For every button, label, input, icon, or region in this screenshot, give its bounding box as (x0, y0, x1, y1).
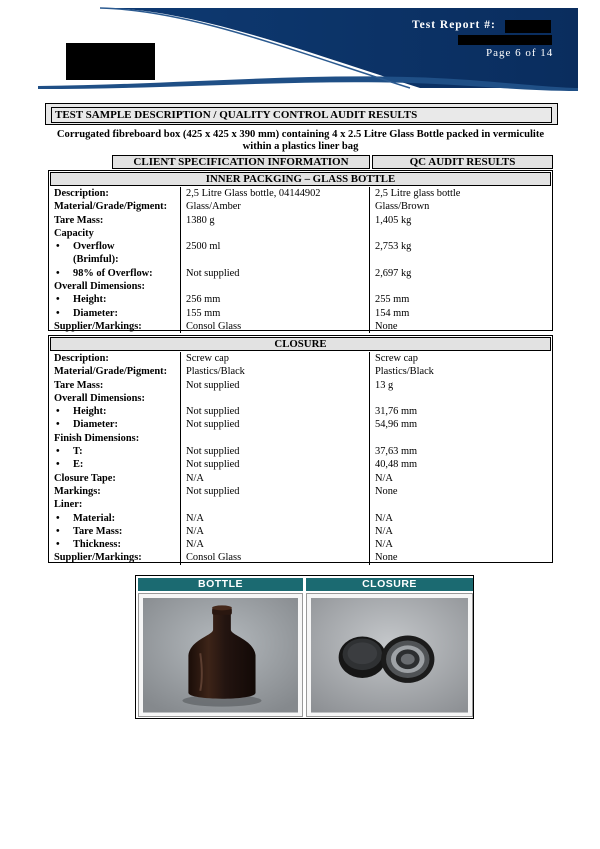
table-row (49, 293, 552, 306)
row-label-text: Diameter: (73, 419, 118, 431)
closure-photo-image (311, 598, 468, 713)
client-spec-value: Not supplied (181, 267, 370, 280)
row-label-text: Capacity (54, 227, 94, 239)
row-label-text: (Brimful): (73, 254, 119, 266)
logo-redaction (66, 43, 155, 80)
row-label-text: Height: (73, 294, 107, 306)
qc-result-value: N/A (370, 538, 553, 551)
qc-result-value (370, 392, 553, 405)
closure-section-title: CLOSURE (50, 337, 551, 351)
table-row (49, 472, 552, 485)
qc-result-value: N/A (370, 472, 553, 485)
qc-result-value: None (370, 485, 553, 498)
row-label (49, 538, 181, 551)
client-spec-value (181, 498, 370, 511)
client-spec-value: 2500 ml (181, 240, 370, 253)
row-label-text: Overall Dimensions: (54, 392, 145, 404)
row-label-text: Description: (54, 353, 109, 364)
closure-section (48, 335, 553, 563)
table-row (49, 240, 552, 253)
client-spec-value: N/A (181, 538, 370, 551)
table-row (49, 320, 552, 333)
date-redaction (458, 35, 552, 45)
qc-result-value: Plastics/Black (370, 365, 553, 378)
row-label (49, 267, 181, 280)
table-row (49, 538, 552, 551)
client-spec-value: Not supplied (181, 485, 370, 498)
row-label-text: Diameter: (73, 307, 118, 319)
closure-photo (306, 593, 473, 717)
client-spec-value: Consol Glass (181, 320, 370, 333)
row-label (49, 187, 181, 200)
client-spec-value: Consol Glass (181, 551, 370, 564)
client-spec-value: Not supplied (181, 379, 370, 392)
qc-result-value (370, 498, 553, 511)
row-label-text: Height: (73, 406, 107, 418)
row-label-text: Material: (73, 512, 116, 524)
row-label (49, 293, 181, 306)
qc-result-value: None (370, 320, 553, 333)
row-label (49, 551, 181, 564)
sample-photos (135, 575, 474, 719)
row-label-text: T: (73, 446, 83, 458)
table-row (49, 498, 552, 511)
page-number: Page 6 of 14 (486, 47, 554, 59)
row-label (49, 472, 181, 485)
row-label-text: Closure Tape: (54, 472, 116, 484)
bullet-icon: • (56, 512, 60, 524)
row-label-text: Tare Mass: (73, 525, 123, 537)
bullet-icon: • (56, 459, 60, 471)
page-header (0, 0, 600, 100)
client-spec-heading: CLIENT SPECIFICATION INFORMATION (112, 155, 370, 169)
qc-result-value: 1,405 kg (370, 214, 553, 227)
client-spec-value: N/A (181, 512, 370, 525)
bullet-icon: • (56, 525, 60, 537)
qc-result-value: 255 mm (370, 293, 553, 306)
glass-bottle-section (48, 170, 553, 331)
client-spec-value: Plastics/Black (181, 365, 370, 378)
row-label (49, 379, 181, 392)
row-label-text: Markings: (54, 485, 101, 497)
row-label (49, 458, 181, 471)
sample-summary: Corrugated fibreboard box (425 x 425 x 390 mm) containing 4 x 2.5 Litre Glass Bottle packed in vermiculite within a plastics liner bag (56, 129, 545, 152)
client-spec-value: 256 mm (181, 293, 370, 306)
bullet-icon: • (56, 539, 60, 551)
row-label (49, 498, 181, 511)
qc-result-value (370, 227, 553, 240)
closure-table (49, 352, 552, 565)
glass-bottle-table (49, 187, 552, 333)
bullet-icon: • (56, 419, 60, 431)
row-label (49, 485, 181, 498)
table-row (49, 458, 552, 471)
qc-result-value: 2,5 Litre glass bottle (370, 187, 553, 200)
row-label (49, 392, 181, 405)
client-spec-value: Glass/Amber (181, 200, 370, 213)
table-row (49, 551, 552, 564)
table-row (49, 418, 552, 431)
table-row (49, 525, 552, 538)
client-spec-value (181, 227, 370, 240)
table-row (49, 280, 552, 293)
client-spec-value (181, 432, 370, 445)
table-row (49, 253, 552, 266)
row-label (49, 227, 181, 240)
table-row (49, 485, 552, 498)
bullet-icon: • (56, 307, 60, 319)
client-spec-value: Not supplied (181, 445, 370, 458)
bottle-photo (138, 593, 303, 717)
row-label (49, 512, 181, 525)
table-row (49, 187, 552, 200)
row-label-text: Overall Dimensions: (54, 281, 145, 293)
qc-result-value: 2,753 kg (370, 240, 553, 253)
qc-result-value: 37,63 mm (370, 445, 553, 458)
qc-results-heading: QC AUDIT RESULTS (372, 155, 553, 169)
bullet-icon: • (56, 446, 60, 458)
client-spec-value: N/A (181, 472, 370, 485)
client-spec-value (181, 392, 370, 405)
client-spec-value: 1380 g (181, 214, 370, 227)
row-label (49, 200, 181, 213)
row-label-text: Supplier/Markings: (54, 320, 142, 332)
row-label (49, 525, 181, 538)
bottle-photo-image (143, 598, 298, 713)
client-spec-value: 2,5 Litre Glass bottle, 04144902 (181, 187, 370, 200)
qc-result-value (370, 280, 553, 293)
row-label-text: Material/Grade/Pigment: (54, 366, 168, 378)
row-label-text: 98% of Overflow: (73, 267, 153, 279)
table-row (49, 365, 552, 378)
row-label (49, 320, 181, 333)
table-row (49, 512, 552, 525)
row-label-text: E: (73, 459, 84, 471)
bullet-icon: • (56, 267, 60, 279)
qc-result-value: N/A (370, 525, 553, 538)
qc-result-value: Screw cap (370, 352, 553, 365)
table-row (49, 352, 552, 365)
bullet-icon: • (56, 406, 60, 418)
report-number-redaction (505, 20, 551, 33)
table-row (49, 214, 552, 227)
client-spec-value (181, 253, 370, 266)
glass-bottle-section-title: INNER PACKGING – GLASS BOTTLE (50, 172, 551, 186)
row-label (49, 280, 181, 293)
bottle-photo-heading: BOTTLE (138, 578, 303, 591)
row-label-text: Liner: (54, 499, 83, 511)
client-spec-value (181, 280, 370, 293)
qc-result-value: 2,697 kg (370, 267, 553, 280)
qc-result-value: 54,96 mm (370, 418, 553, 431)
table-row (49, 392, 552, 405)
bullet-icon: • (56, 294, 60, 306)
closure-photo-heading: CLOSURE (306, 578, 473, 591)
row-label-text: Finish Dimensions: (54, 432, 140, 444)
row-label (49, 418, 181, 431)
qc-result-value: 31,76 mm (370, 405, 553, 418)
row-label (49, 240, 181, 253)
qc-result-value: 40,48 mm (370, 458, 553, 471)
client-spec-value: Screw cap (181, 352, 370, 365)
client-spec-value: 155 mm (181, 307, 370, 320)
table-row (49, 227, 552, 240)
client-spec-value: N/A (181, 525, 370, 538)
row-label (49, 365, 181, 378)
table-row (49, 445, 552, 458)
qc-result-value: N/A (370, 512, 553, 525)
qc-result-value (370, 253, 553, 266)
qc-result-value: None (370, 551, 553, 564)
row-label (49, 253, 181, 266)
section-title-box (45, 103, 558, 125)
row-label (49, 352, 181, 365)
client-spec-value: Not supplied (181, 418, 370, 431)
row-label (49, 405, 181, 418)
row-label-text: Thickness: (73, 539, 121, 551)
row-label (49, 432, 181, 445)
table-row (49, 267, 552, 280)
row-label-text: Description: (54, 188, 109, 199)
table-row (49, 405, 552, 418)
row-label-text: Tare Mass: (54, 379, 104, 391)
bullet-icon: • (56, 241, 60, 253)
row-label-text: Overflow (73, 241, 115, 253)
row-label (49, 307, 181, 320)
table-row (49, 200, 552, 213)
qc-result-value: 13 g (370, 379, 553, 392)
client-spec-value: Not supplied (181, 458, 370, 471)
row-label-text: Supplier/Markings: (54, 552, 142, 564)
report-number-label: Test Report #: (412, 19, 496, 31)
table-row (49, 307, 552, 320)
row-label (49, 214, 181, 227)
qc-result-value: 154 mm (370, 307, 553, 320)
client-spec-value: Not supplied (181, 405, 370, 418)
qc-result-value: Glass/Brown (370, 200, 553, 213)
row-label-text: Material/Grade/Pigment: (54, 201, 168, 213)
table-row (49, 379, 552, 392)
row-label-text: Tare Mass: (54, 214, 104, 226)
page-title: TEST SAMPLE DESCRIPTION / QUALITY CONTROL AUDIT RESULTS (51, 107, 552, 123)
row-label (49, 445, 181, 458)
qc-result-value (370, 432, 553, 445)
table-row (49, 432, 552, 445)
